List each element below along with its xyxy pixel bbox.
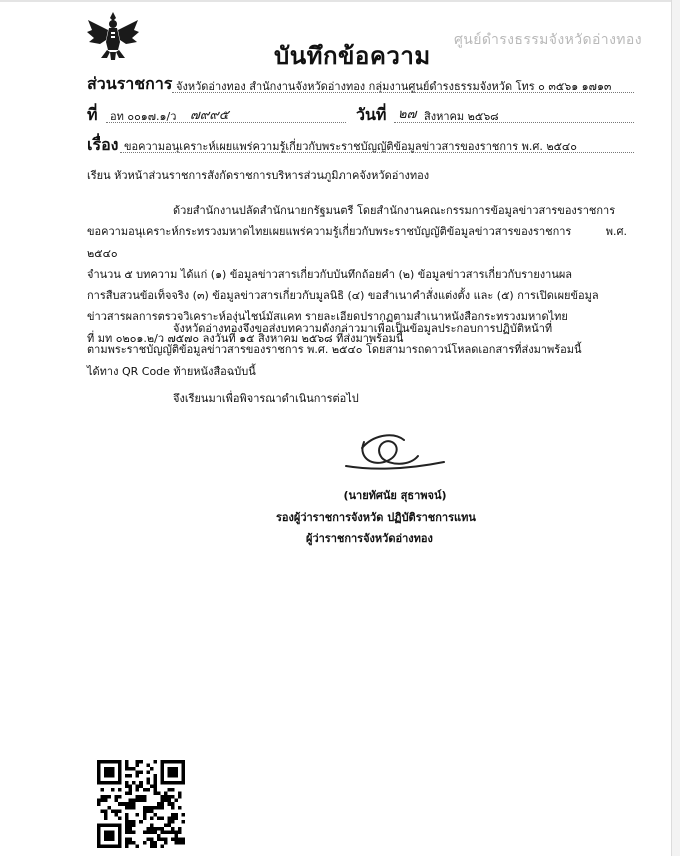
agency-value: จังหวัดอ่างทอง สำนักงานจังหวัดอ่างทอง กลุ่มงานศูนย์ดำรงธรรมจังหวัด โทร ๐ ๓๕๖๑ ๑๗๑๓ (176, 80, 612, 93)
page-top-edge (0, 0, 680, 2)
salutation: เรียน หัวหน้าส่วนราชการสังกัดราชการบริหารส่วนภูมิภาคจังหวัดอ่างทอง (87, 169, 430, 182)
body-paragraph-2 (87, 318, 627, 382)
qr-code-icon[interactable] (97, 760, 185, 848)
memo-title: บันทึกข้อความ (274, 42, 431, 70)
paragraph-line: ตามพระราชบัญญัติข้อมูลข่าวสารของราชการ พ.ศ. ๒๕๔๐ โดยสามารถดาวน์โหลดเอกสารที่ส่งมาพร้อมนี้ (87, 343, 582, 357)
subject-underline (120, 152, 634, 153)
paragraph-line: ได้ทาง QR Code ท้ายหนังสือฉบับนี้ (87, 364, 256, 378)
reference-value: อท ๐๐๑๗.๑/ว (110, 110, 177, 123)
paragraph-line: จังหวัดอ่างทองจึงขอส่งบทความดังกล่าวมาเพื่อเป็นข้อมูลประกอบการปฏิบัติหน้าที่ (173, 322, 553, 335)
reference-label: ที่ (87, 105, 98, 124)
reference-underline (106, 122, 346, 123)
paragraph-line: ที่ มท ๐๒๐๑.๒/ว ๗๕๗๐ ลงวันที่ ๑๕ สิงหาคม ๒๕๖๘ ที่ส่งมาพร้อมนี้ (87, 331, 404, 345)
paragraph-line: ข่าวสารผลการตรวจวิเคราะห์องุ่นไชน์มัสแคท รายละเอียดปรากฏตามสำเนาหนังสือกระทรวงมหาดไทย (87, 310, 568, 324)
page-right-edge (671, 0, 680, 856)
date-value: สิงหาคม ๒๕๖๘ (424, 110, 499, 123)
date-day-handwritten: ๒๗ (398, 107, 417, 122)
garuda-emblem-icon (86, 10, 140, 64)
subject-value: ขอความอนุเคราะห์เผยแพร่ความรู้เกี่ยวกับพระราชบัญญัติข้อมูลข่าวสารของราชการ พ.ศ. ๒๕๔๐ (124, 140, 577, 153)
date-label: วันที่ (356, 105, 387, 124)
paragraph-line: การสืบสวนข้อเท็จจริง (๓) ข้อมูลข่าวสารเกี่ยวกับมูลนิธิ (๔) ขอสำเนาคำสั่งแต่งตั้ง และ (๕) การเปิดเผยข้อมูล (87, 289, 599, 303)
signatory-position-2: ผู้ว่าราชการจังหวัดอ่างทอง (306, 532, 433, 545)
reference-number-handwritten: ๗๙๙๕ (190, 108, 229, 123)
agency-underline (172, 92, 634, 93)
closing-line: จึงเรียนมาเพื่อพิจารณาดำเนินการต่อไป (173, 392, 359, 405)
paragraph-line: ขอความอนุเคราะห์กระทรวงมหาดไทยเผยแพร่ความรู้เกี่ยวกับพระราชบัญญัติข้อมูลข่าวสารของราชการ พ.ศ. ๒๕๔๐ (87, 225, 627, 260)
date-underline (394, 122, 634, 123)
handwritten-signature (300, 426, 500, 482)
agency-label: ส่วนราชการ (87, 74, 173, 93)
subject-label: เรื่อง (87, 135, 119, 154)
department-stamp: ศูนย์ดำรงธรรมจังหวัดอ่างทอง (454, 32, 642, 48)
paragraph-line: จำนวน ๕ บทความ ได้แก่ (๑) ข้อมูลข่าวสารเกี่ยวกับบันทึกถ้อยคำ (๒) ข้อมูลข่าวสารเกี่ยวกับรายงานผล (87, 267, 573, 281)
paragraph-line: ด้วยสำนักงานปลัดสำนักนายกรัฐมนตรี โดยสำนักงานคณะกรรมการข้อมูลข่าวสารของราชการ (173, 204, 616, 217)
signatory-name: (นายทัศนัย สุธาพจน์) (343, 489, 447, 502)
signatory-position: รองผู้ว่าราชการจังหวัด ปฏิบัติราชการแทน (276, 511, 476, 524)
